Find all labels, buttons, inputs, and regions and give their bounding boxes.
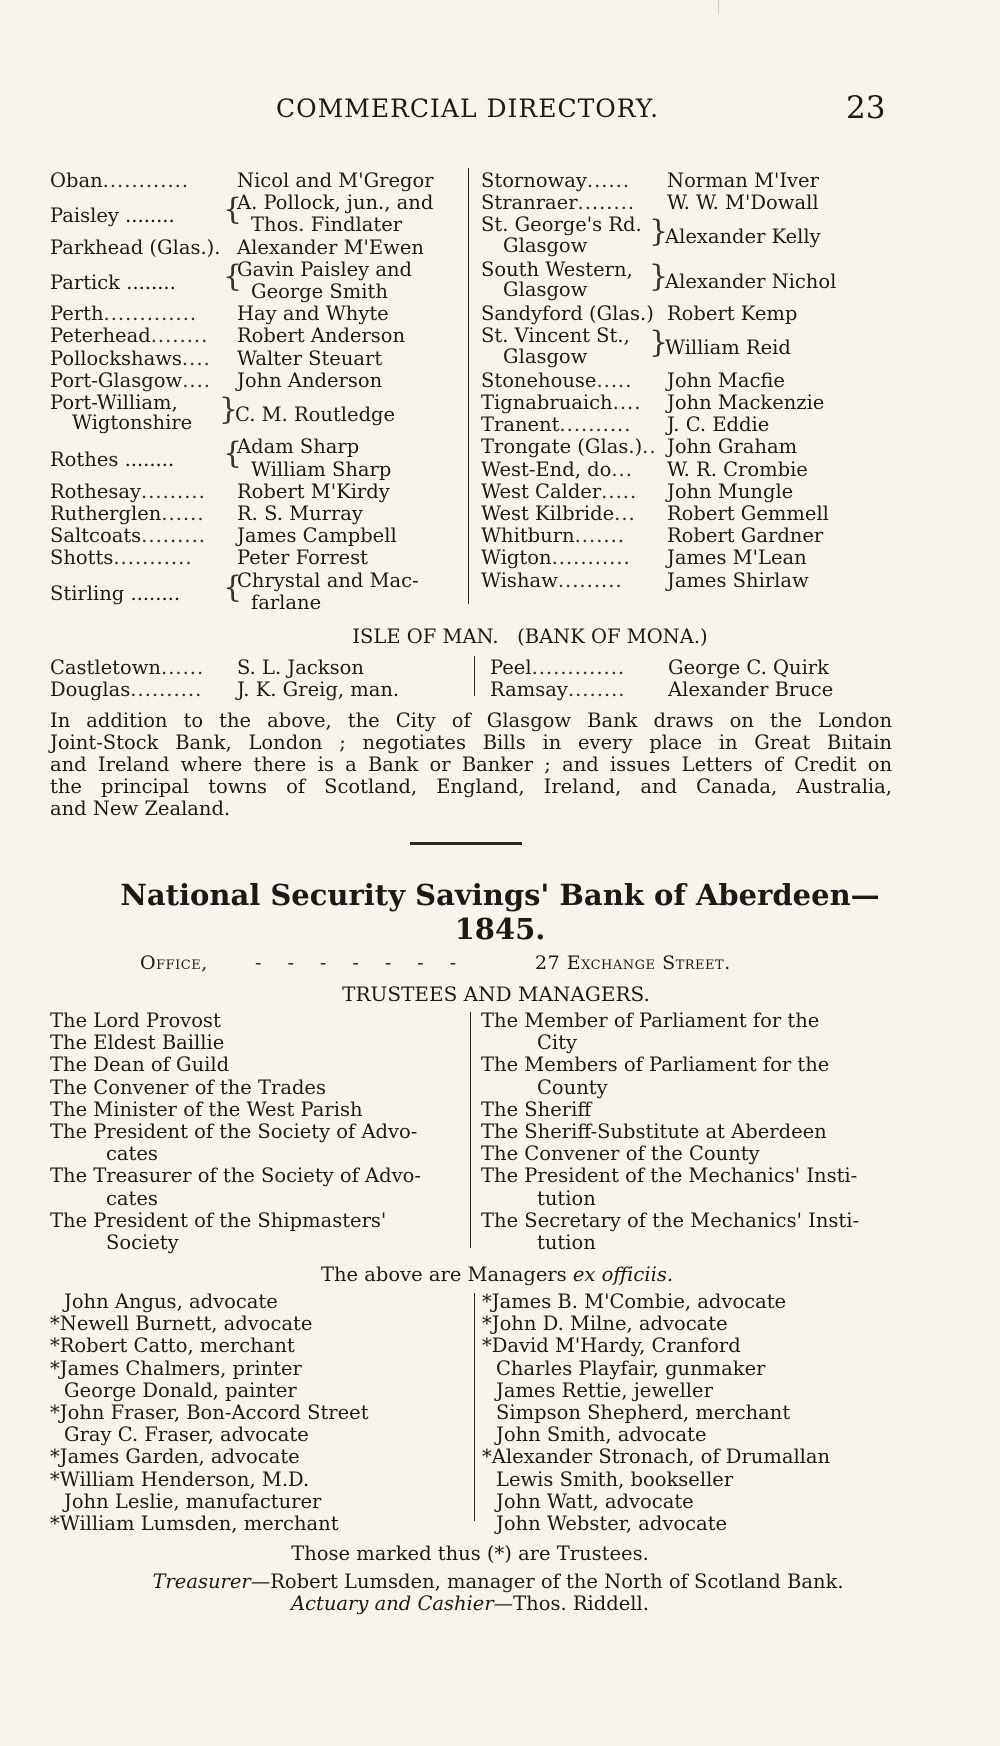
- agent-name: Alexander Kelly: [665, 225, 821, 249]
- leader-dots: ....: [612, 391, 642, 414]
- agent-name: George C. Quirk: [668, 656, 829, 679]
- agent-name: J. C. Eddie: [667, 413, 770, 437]
- member-entry: *James Garden, advocate: [50, 1445, 300, 1469]
- member-entry: Simpson Shepherd, merchant: [496, 1400, 791, 1424]
- actuary-text: —Thos. Riddell.: [493, 1592, 649, 1615]
- agent-place: Tignabruaich: [481, 391, 613, 414]
- agent-entry: [50, 502, 363, 525]
- manager-entry: Society: [106, 1230, 179, 1254]
- column-divider: [470, 1012, 471, 1248]
- agent-name: Robert Gardner: [667, 524, 824, 548]
- agent-place: Sandyford (Glas.): [481, 302, 654, 326]
- manager-entry: The Lord Provost: [50, 1009, 221, 1032]
- agent-place: Wishaw: [481, 568, 558, 592]
- agent-place: Stonehouse: [481, 368, 597, 392]
- paragraph-line: In addition to the above, the City of Glasgow Bank draws on the London: [50, 709, 892, 732]
- agent-entry: [490, 656, 829, 679]
- leader-dots: ......: [161, 656, 205, 679]
- agent-name: Alexander M'Ewen: [237, 235, 424, 259]
- agent-entry: [50, 570, 490, 614]
- leader-dots: ........: [577, 191, 636, 215]
- member-entry: John Leslie, manufacturer: [64, 1489, 322, 1513]
- agent-entry: [50, 479, 390, 503]
- agent-place-line: St. George's Rd.: [481, 213, 642, 237]
- agent-entry: [50, 678, 400, 702]
- agent-entry: [50, 346, 383, 370]
- manager-entry: tution: [537, 1230, 596, 1254]
- agent-name: James Shirlaw: [667, 568, 809, 592]
- agent-name: Norman M'Iver: [667, 169, 819, 192]
- page-number: 23: [846, 90, 886, 126]
- leader-dots: ...: [614, 502, 636, 525]
- member-entry: *Newell Burnett, advocate: [50, 1312, 313, 1336]
- agent-place: Tranent: [481, 413, 560, 437]
- manager-entry: The Sheriff: [481, 1097, 592, 1121]
- member-entry: John Webster, advocate: [496, 1511, 728, 1535]
- manager-entry: The President of the Society of Advo-: [50, 1119, 418, 1143]
- agent-name: S. L. Jackson: [237, 656, 364, 679]
- agent-entry: [481, 524, 824, 548]
- agent-entry: [50, 436, 490, 480]
- agent-place: Rutherglen: [50, 502, 162, 525]
- member-entry: *Robert Catto, merchant: [50, 1334, 295, 1358]
- paragraph-line: and New Zealand.: [50, 797, 231, 820]
- brace-glyph: }: [649, 325, 669, 361]
- member-entry: Gray C. Fraser, advocate: [64, 1423, 309, 1447]
- agent-entry: [481, 368, 785, 392]
- addition-paragraph: [50, 710, 892, 820]
- agent-place: West Kilbride: [481, 502, 615, 525]
- leader-dots: ......: [586, 169, 631, 192]
- manager-entry: cates: [106, 1142, 158, 1166]
- manager-entry: The Minister of the West Parish: [50, 1097, 363, 1121]
- agent-entry: [481, 479, 794, 503]
- agent-place: West-End, do: [481, 457, 612, 481]
- trustees-note: Those marked thus (*) are Trustees.: [291, 1542, 649, 1565]
- agent-place: Trongate (Glas.): [481, 435, 643, 459]
- office-label: Office,: [140, 952, 208, 974]
- leader-dots: ............: [102, 169, 190, 192]
- leader-dots: ..........: [559, 413, 632, 437]
- ex-officiis-prefix: The above are Managers: [320, 1263, 573, 1286]
- column-divider: [474, 1293, 475, 1521]
- leader-dots: ...........: [551, 546, 631, 570]
- agent-name: Alexander Bruce: [668, 678, 834, 702]
- actuary-line: [0, 1592, 970, 1615]
- agent-entry: [481, 302, 798, 326]
- agent-entry: [50, 392, 490, 436]
- brace-glyph: {: [223, 192, 243, 228]
- brace-glyph: {: [223, 569, 243, 605]
- agent-place-line: Glasgow: [503, 344, 588, 368]
- agent-name: Peter Forrest: [237, 546, 368, 570]
- member-entry: *James B. M'Combie, advocate: [482, 1290, 787, 1313]
- member-entry: George Donald, painter: [64, 1378, 297, 1402]
- manager-entry: The Convener of the Trades: [50, 1075, 326, 1099]
- margin-mark: [718, 0, 719, 14]
- office-line: [140, 952, 840, 974]
- running-header: [0, 90, 1000, 134]
- leader-dots: ......: [161, 502, 205, 525]
- agent-place: Parkhead (Glas.).: [50, 235, 221, 259]
- agent-name-line: William Sharp: [251, 457, 392, 481]
- office-dashes: - - - - - - -: [255, 952, 467, 974]
- member-entry: *John Fraser, Bon-Accord Street: [50, 1400, 369, 1424]
- managers-right-column: [481, 1010, 859, 1254]
- agent-place: Stranraer: [481, 191, 578, 215]
- manager-entry: The Member of Parliament for the: [481, 1009, 820, 1032]
- agent-entry: [50, 324, 406, 348]
- member-entry: *James Chalmers, printer: [50, 1356, 302, 1380]
- agent-entry: [481, 391, 825, 414]
- agent-place-line: Glasgow: [503, 277, 588, 301]
- agent-name: James Campbell: [237, 524, 397, 548]
- agent-place: Saltcoats: [50, 524, 142, 548]
- agent-name-line: Gavin Paisley and: [237, 257, 412, 281]
- member-entry: *John D. Milne, advocate: [482, 1312, 728, 1336]
- agent-entry: [481, 214, 921, 258]
- brace-glyph: }: [649, 258, 669, 294]
- agent-entry: [50, 546, 368, 570]
- actuary-label: Actuary and Cashier: [291, 1592, 494, 1615]
- agent-name: W. W. M'Dowall: [667, 191, 819, 215]
- agent-place: Wigton: [481, 546, 552, 570]
- agent-name: John Macfie: [667, 368, 785, 392]
- member-entry: *William Lumsden, merchant: [50, 1511, 339, 1535]
- manager-entry: The President of the Shipmasters': [50, 1208, 387, 1232]
- agent-entry: [481, 413, 770, 437]
- agent-name-line: George Smith: [251, 279, 388, 303]
- member-entry: John Smith, advocate: [496, 1423, 707, 1447]
- leader-dots: .............: [103, 302, 198, 326]
- brace-glyph: }: [649, 214, 669, 250]
- treasurer-text: —Robert Lumsden, manager of the North of Scotland Bank.: [250, 1570, 844, 1593]
- agent-place-line: South Western,: [481, 257, 633, 281]
- agent-name: John Graham: [667, 435, 798, 459]
- agent-place: Whitburn: [481, 524, 575, 548]
- agent-name: Robert Gemmell: [667, 502, 829, 525]
- leader-dots: .........: [141, 479, 206, 503]
- agent-entry: [50, 302, 389, 326]
- agent-entry: [481, 169, 819, 192]
- agent-entry: [481, 191, 819, 215]
- leader-dots: .........: [141, 524, 206, 548]
- treasurer-line: [0, 1570, 998, 1593]
- agent-place: Peel: [490, 656, 532, 679]
- agent-name: John Mackenzie: [667, 391, 825, 414]
- agent-name: W. R. Crombie: [667, 457, 808, 481]
- agent-entry: [50, 656, 364, 679]
- agent-name: Alexander Nichol: [665, 269, 837, 293]
- manager-entry: County: [537, 1075, 608, 1099]
- agent-place: Partick ........: [50, 270, 176, 294]
- trustees-heading: TRUSTEES AND MANAGERS.: [342, 982, 650, 1006]
- agent-entry: [481, 502, 829, 525]
- member-entry: *David M'Hardy, Cranford: [482, 1334, 741, 1358]
- ex-officiis-note: [0, 1263, 997, 1286]
- manager-entry: The Dean of Guild: [50, 1053, 230, 1077]
- members-right-column: [482, 1291, 830, 1535]
- manager-entry: tution: [537, 1186, 596, 1210]
- running-title: COMMERCIAL DIRECTORY.: [276, 94, 660, 123]
- agent-entry: [481, 457, 808, 481]
- agent-place: Rothes ........: [50, 448, 175, 472]
- isle-of-man-heading: ISLE OF MAN. (BANK OF MONA.): [352, 625, 708, 648]
- leader-dots: ..: [642, 435, 657, 459]
- leader-dots: ....: [182, 368, 211, 392]
- agent-name: C. M. Routledge: [235, 403, 396, 427]
- manager-entry: The Convener of the County: [481, 1142, 760, 1166]
- agent-entry: [481, 546, 807, 570]
- agent-place-line: Glasgow: [503, 233, 588, 257]
- brace-glyph: {: [223, 436, 243, 472]
- manager-entry: City: [537, 1031, 578, 1055]
- agent-name: Robert M'Kirdy: [237, 479, 390, 503]
- leader-dots: ..........: [130, 678, 203, 702]
- agent-name: William Reid: [665, 336, 791, 360]
- agent-place: Rothesay: [50, 479, 142, 503]
- agent-entry: [50, 169, 434, 192]
- manager-entry: The Sheriff-Substitute at Aberdeen: [481, 1119, 827, 1143]
- agent-place-line: St. Vincent St.,: [481, 324, 630, 348]
- leader-dots: .....: [596, 368, 633, 392]
- agent-entry: [490, 678, 834, 702]
- leader-dots: .....: [601, 479, 638, 503]
- member-entry: James Rettie, jeweller: [496, 1378, 713, 1402]
- agent-entry: [481, 259, 921, 303]
- agent-entry: [481, 568, 809, 592]
- managers-left-column: [50, 1010, 421, 1254]
- agent-entry: [481, 435, 798, 459]
- agent-name: John Mungle: [667, 479, 794, 503]
- ex-officiis-italic: ex officiis.: [572, 1263, 674, 1286]
- agent-name-line: Chrystal and Mac-: [237, 568, 419, 592]
- manager-entry: The Eldest Baillie: [50, 1031, 225, 1055]
- agent-name: John Anderson: [237, 368, 383, 392]
- member-entry: John Angus, advocate: [64, 1290, 278, 1313]
- agent-name-line: farlane: [251, 590, 322, 614]
- paragraph-line: the principal towns of Scotland, England, Ireland, and Canada, Australia,: [50, 775, 892, 798]
- agent-place: Stornoway: [481, 169, 587, 192]
- agent-name-line: A. Pollock, jun., and: [237, 191, 434, 215]
- agent-place: Paisley ........: [50, 204, 175, 228]
- column-divider: [474, 656, 475, 696]
- treasurer-label: Treasurer: [152, 1570, 251, 1593]
- agent-place: Ramsay: [490, 678, 568, 702]
- agent-place: Douglas: [50, 678, 131, 702]
- agent-entry: [50, 192, 490, 236]
- agent-entry: [481, 325, 921, 369]
- leader-dots: ........: [150, 324, 209, 348]
- office-address: 27 Exchange Street.: [535, 952, 731, 974]
- agent-name: Robert Kemp: [667, 302, 798, 326]
- manager-entry: cates: [106, 1186, 158, 1210]
- leader-dots: ........: [567, 678, 626, 702]
- agent-name: R. S. Murray: [237, 502, 363, 525]
- leader-dots: ....: [181, 346, 211, 370]
- member-entry: *William Henderson, M.D.: [50, 1467, 310, 1491]
- bank-title-line1: National Security Savings' Bank of Aberdeen—: [120, 878, 880, 912]
- agent-place: Port-Glasgow: [50, 368, 183, 392]
- agent-entry: [50, 259, 490, 303]
- agent-place: Shotts: [50, 546, 114, 570]
- manager-entry: The Treasurer of the Society of Advo-: [50, 1164, 421, 1188]
- agent-place: Perth: [50, 302, 104, 326]
- agent-place-line: Wigtonshire: [72, 411, 193, 435]
- agent-name: Robert Anderson: [237, 324, 406, 348]
- agent-place: Stirling ........: [50, 581, 181, 605]
- agent-entry: [50, 368, 383, 392]
- agent-place-line: Port-William,: [50, 391, 178, 414]
- agent-place: Pollockshaws: [50, 346, 182, 370]
- column-divider: [468, 168, 469, 604]
- leader-dots: .........: [557, 568, 623, 592]
- agent-name: James M'Lean: [667, 546, 807, 570]
- member-entry: Charles Playfair, gunmaker: [496, 1356, 766, 1380]
- agent-name: Walter Steuart: [237, 346, 383, 370]
- brace-glyph: }: [219, 392, 239, 427]
- member-entry: Lewis Smith, bookseller: [496, 1467, 734, 1491]
- leader-dots: ...: [611, 457, 633, 481]
- leader-dots: ...........: [113, 546, 193, 570]
- brace-glyph: {: [223, 258, 243, 294]
- agent-place: Peterhead: [50, 324, 151, 348]
- agent-name-line: Thos. Findlater: [251, 213, 403, 237]
- paragraph-line: and Ireland where there is a Bank or Banker ; and issues Letters of Credit on: [50, 753, 892, 776]
- manager-entry: The Members of Parliament for the: [481, 1053, 830, 1077]
- manager-entry: The Secretary of the Mechanics' Insti-: [481, 1208, 860, 1232]
- members-left-column: [50, 1291, 369, 1535]
- agent-name-line: Adam Sharp: [237, 435, 360, 459]
- bank-title-line2: 1845.: [454, 912, 546, 946]
- manager-entry: The President of the Mechanics' Insti-: [481, 1164, 858, 1188]
- paragraph-line: Joint-Stock Bank, London ; negotiates Bills in every place in Great Bıitain: [50, 731, 892, 754]
- agent-name: J. K. Greig, man.: [237, 678, 400, 702]
- member-entry: *Alexander Stronach, of Drumallan: [482, 1445, 831, 1469]
- leader-dots: .......: [574, 524, 625, 548]
- agent-place: Castletown: [50, 656, 161, 679]
- agent-place: Oban: [50, 169, 103, 192]
- agent-entry: [50, 235, 424, 259]
- agent-name: Nicol and M'Gregor: [237, 169, 434, 192]
- agent-entry: [50, 524, 397, 548]
- leader-dots: .............: [531, 656, 626, 679]
- section-rule: [410, 842, 522, 845]
- member-entry: John Watt, advocate: [496, 1489, 694, 1513]
- agent-place: West Calder: [481, 479, 602, 503]
- agent-name: Hay and Whyte: [237, 302, 389, 326]
